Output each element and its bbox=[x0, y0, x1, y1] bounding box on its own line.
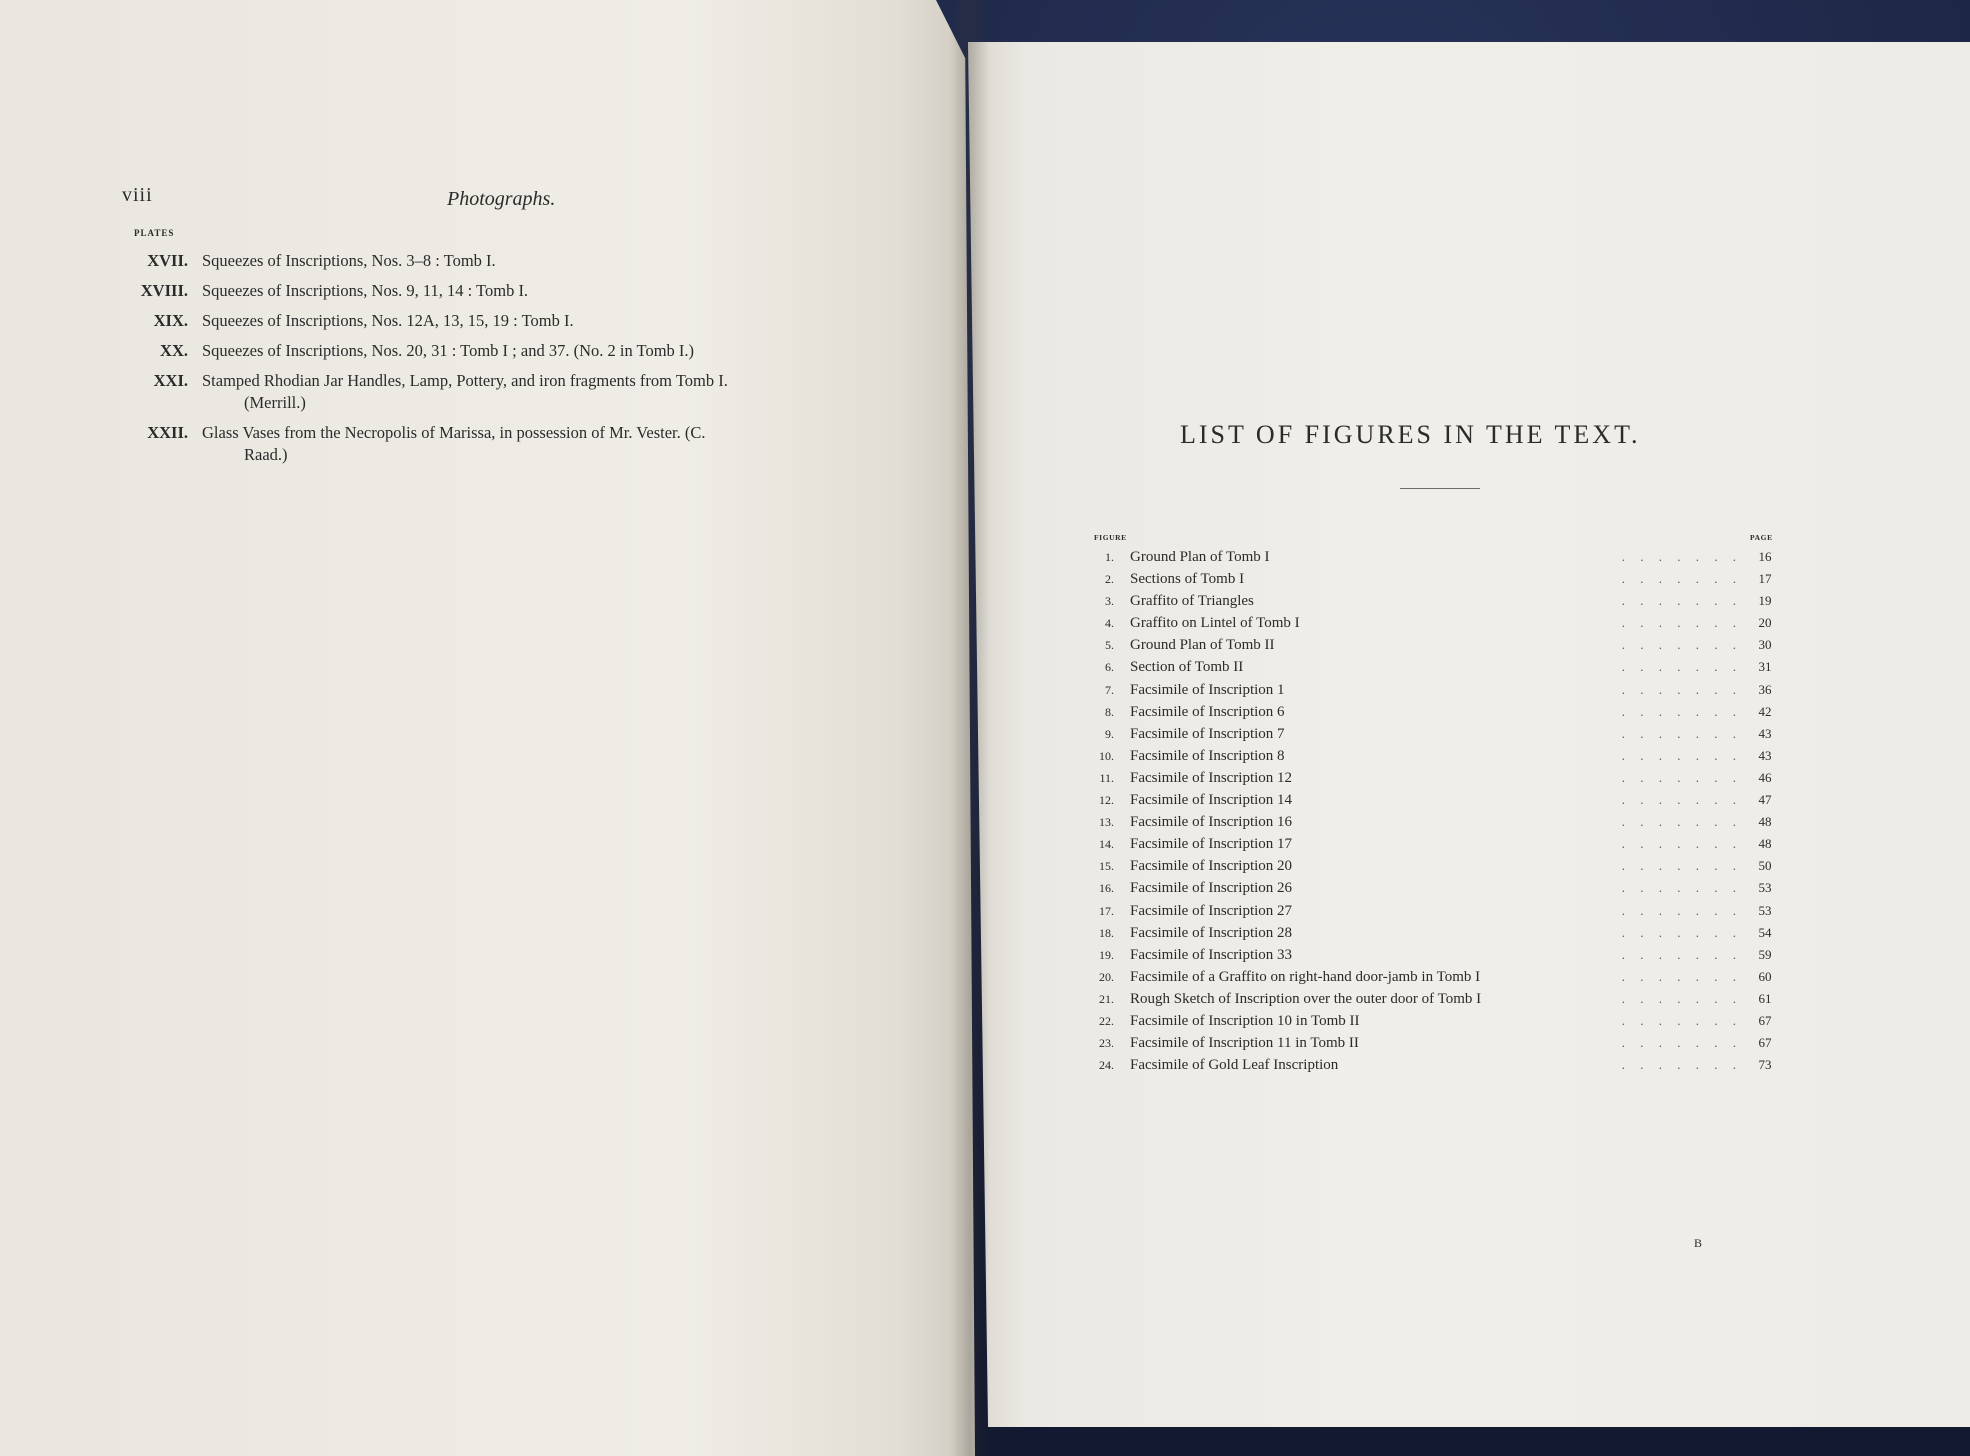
figure-number: 24. bbox=[1099, 1058, 1114, 1073]
page-number: viii bbox=[122, 184, 153, 206]
figure-title: Facsimile of Inscription 20 bbox=[1130, 858, 1293, 875]
figure-title: Facsimile of Inscription 10 in Tomb II bbox=[1130, 1012, 1360, 1029]
plate-caption-text: Squeezes of Inscriptions, Nos. 3–8 : Tomb I. bbox=[202, 251, 496, 270]
leader-dots: . . . . . . . bbox=[1621, 571, 1742, 587]
plate-caption bbox=[202, 310, 890, 332]
figure-page-number: 73 bbox=[1758, 1057, 1772, 1073]
figure-row bbox=[1092, 767, 1782, 789]
page-column-header: PAGE bbox=[1750, 533, 1773, 542]
leader-dots: . . . . . . . bbox=[1621, 968, 1742, 984]
figure-number: 14. bbox=[1099, 837, 1114, 852]
figure-title: Section of Tomb II bbox=[1130, 659, 1244, 676]
figure-title: Facsimile of Gold Leaf Inscription bbox=[1130, 1057, 1339, 1074]
figure-row bbox=[1092, 1054, 1782, 1076]
leader-dots: . . . . . . . bbox=[1621, 747, 1742, 763]
title-rule bbox=[1400, 488, 1480, 489]
figure-number: 17. bbox=[1099, 903, 1114, 918]
figure-number: 8. bbox=[1105, 704, 1114, 719]
figure-column-header: FIGURE bbox=[1094, 533, 1127, 542]
figure-number: 20. bbox=[1099, 969, 1114, 984]
figure-title: Ground Plan of Tomb I bbox=[1130, 549, 1270, 565]
leader-dots: . . . . . . . bbox=[1621, 593, 1742, 609]
figure-title: Graffito of Triangles bbox=[1130, 593, 1254, 610]
figure-page-number: 19 bbox=[1758, 593, 1772, 609]
figure-title: Facsimile of Inscription 26 bbox=[1130, 880, 1293, 897]
plate-caption bbox=[202, 340, 890, 362]
leader-dots: . . . . . . . bbox=[1621, 1035, 1742, 1051]
figure-page-number: 31 bbox=[1758, 659, 1772, 675]
figure-number: 1. bbox=[1105, 550, 1114, 564]
figure-title: Ground Plan of Tomb II bbox=[1130, 637, 1275, 654]
figure-number: 3. bbox=[1105, 594, 1114, 609]
figure-row bbox=[1092, 546, 1782, 568]
figure-page-number: 30 bbox=[1758, 637, 1772, 653]
leader-dots: . . . . . . . bbox=[1621, 902, 1742, 918]
figure-page-number: 59 bbox=[1758, 946, 1772, 962]
figure-page-number: 36 bbox=[1758, 681, 1772, 697]
leader-dots: . . . . . . . bbox=[1621, 990, 1742, 1006]
figure-row bbox=[1092, 789, 1782, 811]
figure-row bbox=[1092, 634, 1782, 656]
figure-page-number: 67 bbox=[1758, 1012, 1772, 1028]
figure-page-number: 17 bbox=[1758, 571, 1772, 587]
running-title: Photographs. bbox=[447, 188, 556, 210]
figure-number: 5. bbox=[1105, 638, 1114, 653]
plate-caption-continuation: (Merrill.) bbox=[244, 393, 306, 412]
figure-page-number: 20 bbox=[1758, 615, 1772, 631]
figure-number: 11. bbox=[1099, 770, 1114, 785]
figure-row bbox=[1092, 833, 1782, 855]
figures-list bbox=[1092, 546, 1782, 1076]
figure-row bbox=[1092, 966, 1782, 988]
figure-number: 16. bbox=[1099, 881, 1114, 896]
list-title: LIST OF FIGURES IN THE TEXT. bbox=[1180, 420, 1641, 449]
figure-page-number: 60 bbox=[1758, 968, 1772, 984]
plate-caption-continuation: Raad.) bbox=[244, 445, 288, 464]
figure-number: 22. bbox=[1099, 1013, 1114, 1028]
figure-title: Facsimile of Inscription 6 bbox=[1130, 703, 1285, 720]
plate-caption bbox=[202, 370, 890, 414]
leader-dots: . . . . . . . bbox=[1621, 549, 1742, 564]
figure-title: Facsimile of Inscription 1 bbox=[1130, 681, 1285, 698]
figure-title: Facsimile of Inscription 12 bbox=[1130, 769, 1293, 786]
leader-dots: . . . . . . . bbox=[1621, 703, 1742, 719]
figure-row bbox=[1092, 1032, 1782, 1054]
figure-title: Facsimile of Inscription 28 bbox=[1130, 924, 1293, 941]
figure-number: 12. bbox=[1099, 793, 1114, 808]
figure-title: Facsimile of Inscription 14 bbox=[1130, 792, 1293, 809]
figure-title: Sections of Tomb I bbox=[1130, 571, 1245, 588]
leader-dots: . . . . . . . bbox=[1621, 924, 1742, 940]
plate-caption-text: Glass Vases from the Necropolis of Marissa, in possession of Mr. Vester. (C. bbox=[202, 423, 706, 442]
figure-page-number: 16 bbox=[1758, 549, 1772, 564]
figure-row bbox=[1092, 723, 1782, 745]
running-head bbox=[122, 184, 882, 218]
signature-mark: B bbox=[1694, 1236, 1703, 1250]
figure-title: Facsimile of Inscription 7 bbox=[1130, 725, 1285, 742]
plate-number: XVIII. bbox=[140, 281, 188, 300]
figure-row bbox=[1092, 944, 1782, 966]
plate-entry bbox=[120, 280, 890, 302]
figure-number: 10. bbox=[1099, 748, 1114, 763]
leader-dots: . . . . . . . bbox=[1621, 946, 1742, 962]
leader-dots: . . . . . . . bbox=[1621, 792, 1742, 808]
plates-list bbox=[120, 250, 890, 474]
figure-page-number: 61 bbox=[1758, 990, 1772, 1006]
figure-title: Facsimile of Inscription 17 bbox=[1130, 836, 1293, 853]
figure-number: 2. bbox=[1105, 572, 1114, 587]
plate-caption bbox=[202, 280, 890, 302]
figure-row bbox=[1092, 900, 1782, 922]
left-page bbox=[0, 0, 975, 1456]
figure-page-number: 67 bbox=[1758, 1035, 1772, 1051]
figure-page-number: 50 bbox=[1758, 858, 1772, 874]
figure-row bbox=[1092, 590, 1782, 612]
figure-title: Facsimile of Inscription 11 in Tomb II bbox=[1130, 1035, 1359, 1052]
figure-page-number: 48 bbox=[1758, 814, 1772, 830]
figure-number: 18. bbox=[1099, 925, 1114, 940]
figure-row bbox=[1092, 745, 1782, 767]
figure-title: Facsimile of a Graffito on right-hand door-jamb in Tomb I bbox=[1130, 968, 1481, 985]
leader-dots: . . . . . . . bbox=[1621, 769, 1742, 785]
plate-caption bbox=[202, 250, 890, 272]
figure-title: Facsimile of Inscription 16 bbox=[1130, 814, 1293, 831]
figure-number: 23. bbox=[1099, 1036, 1114, 1051]
figure-page-number: 48 bbox=[1758, 836, 1772, 852]
figure-number: 15. bbox=[1099, 859, 1114, 874]
figure-title: Graffito on Lintel of Tomb I bbox=[1130, 615, 1300, 632]
figure-row bbox=[1092, 988, 1782, 1010]
figure-page-number: 43 bbox=[1758, 725, 1772, 741]
figure-number: 19. bbox=[1099, 947, 1114, 962]
leader-dots: . . . . . . . bbox=[1621, 836, 1742, 852]
plate-number: XX. bbox=[160, 341, 188, 360]
leader-dots: . . . . . . . bbox=[1621, 725, 1742, 741]
figure-number: 9. bbox=[1105, 726, 1114, 741]
leader-dots: . . . . . . . bbox=[1621, 880, 1742, 896]
leader-dots: . . . . . . . bbox=[1621, 1012, 1742, 1028]
figure-row bbox=[1092, 679, 1782, 701]
figure-row bbox=[1092, 1010, 1782, 1032]
leader-dots: . . . . . . . bbox=[1621, 1057, 1742, 1073]
plate-entry bbox=[120, 340, 890, 362]
plate-caption-text: Squeezes of Inscriptions, Nos. 12A, 13, 15, 19 : Tomb I. bbox=[202, 311, 574, 330]
leader-dots: . . . . . . . bbox=[1621, 681, 1742, 697]
figure-number: 21. bbox=[1099, 991, 1114, 1006]
figure-page-number: 46 bbox=[1758, 769, 1772, 785]
figure-row bbox=[1092, 701, 1782, 723]
figure-row bbox=[1092, 656, 1782, 678]
figure-number: 13. bbox=[1099, 815, 1114, 830]
figure-page-number: 54 bbox=[1758, 924, 1772, 940]
plate-caption-text: Squeezes of Inscriptions, Nos. 20, 31 : Tomb I ; and 37. (No. 2 in Tomb I.) bbox=[202, 341, 695, 360]
plate-caption-text: Stamped Rhodian Jar Handles, Lamp, Pottery, and iron fragments from Tomb I. bbox=[202, 371, 728, 390]
plate-caption-text: Squeezes of Inscriptions, Nos. 9, 11, 14 : Tomb I. bbox=[202, 281, 529, 300]
figure-number: 4. bbox=[1105, 616, 1114, 631]
book-gutter bbox=[950, 0, 990, 1456]
plate-number: XVII. bbox=[147, 251, 188, 270]
figure-row bbox=[1092, 568, 1782, 590]
plate-entry bbox=[120, 370, 890, 414]
figure-row bbox=[1092, 855, 1782, 877]
plate-number: XXII. bbox=[147, 423, 188, 442]
figure-row bbox=[1092, 922, 1782, 944]
plate-entry bbox=[120, 310, 890, 332]
figure-title: Facsimile of Inscription 8 bbox=[1130, 747, 1285, 764]
plate-entry bbox=[120, 422, 890, 466]
figure-row bbox=[1092, 811, 1782, 833]
plate-caption bbox=[202, 422, 890, 466]
figure-number: 7. bbox=[1105, 682, 1114, 697]
leader-dots: . . . . . . . bbox=[1621, 637, 1742, 653]
figure-page-number: 53 bbox=[1758, 902, 1772, 918]
plate-number: XIX. bbox=[153, 311, 188, 330]
figure-page-number: 43 bbox=[1758, 747, 1772, 763]
figure-page-number: 53 bbox=[1758, 880, 1772, 896]
figure-row bbox=[1092, 877, 1782, 899]
leader-dots: . . . . . . . bbox=[1621, 814, 1742, 830]
leader-dots: . . . . . . . bbox=[1621, 615, 1742, 631]
figure-title: Facsimile of Inscription 33 bbox=[1130, 946, 1293, 963]
figure-number: 6. bbox=[1105, 660, 1114, 675]
leader-dots: . . . . . . . bbox=[1621, 659, 1742, 675]
figure-page-number: 47 bbox=[1758, 792, 1772, 808]
plate-number: XXI. bbox=[153, 371, 188, 390]
figure-page-number: 42 bbox=[1758, 703, 1772, 719]
plates-label: PLATES bbox=[134, 228, 175, 238]
figure-title: Facsimile of Inscription 27 bbox=[1130, 902, 1293, 919]
plate-entry bbox=[120, 250, 890, 272]
figure-row bbox=[1092, 612, 1782, 634]
figure-title: Rough Sketch of Inscription over the outer door of Tomb I bbox=[1130, 990, 1482, 1007]
leader-dots: . . . . . . . bbox=[1621, 858, 1742, 874]
